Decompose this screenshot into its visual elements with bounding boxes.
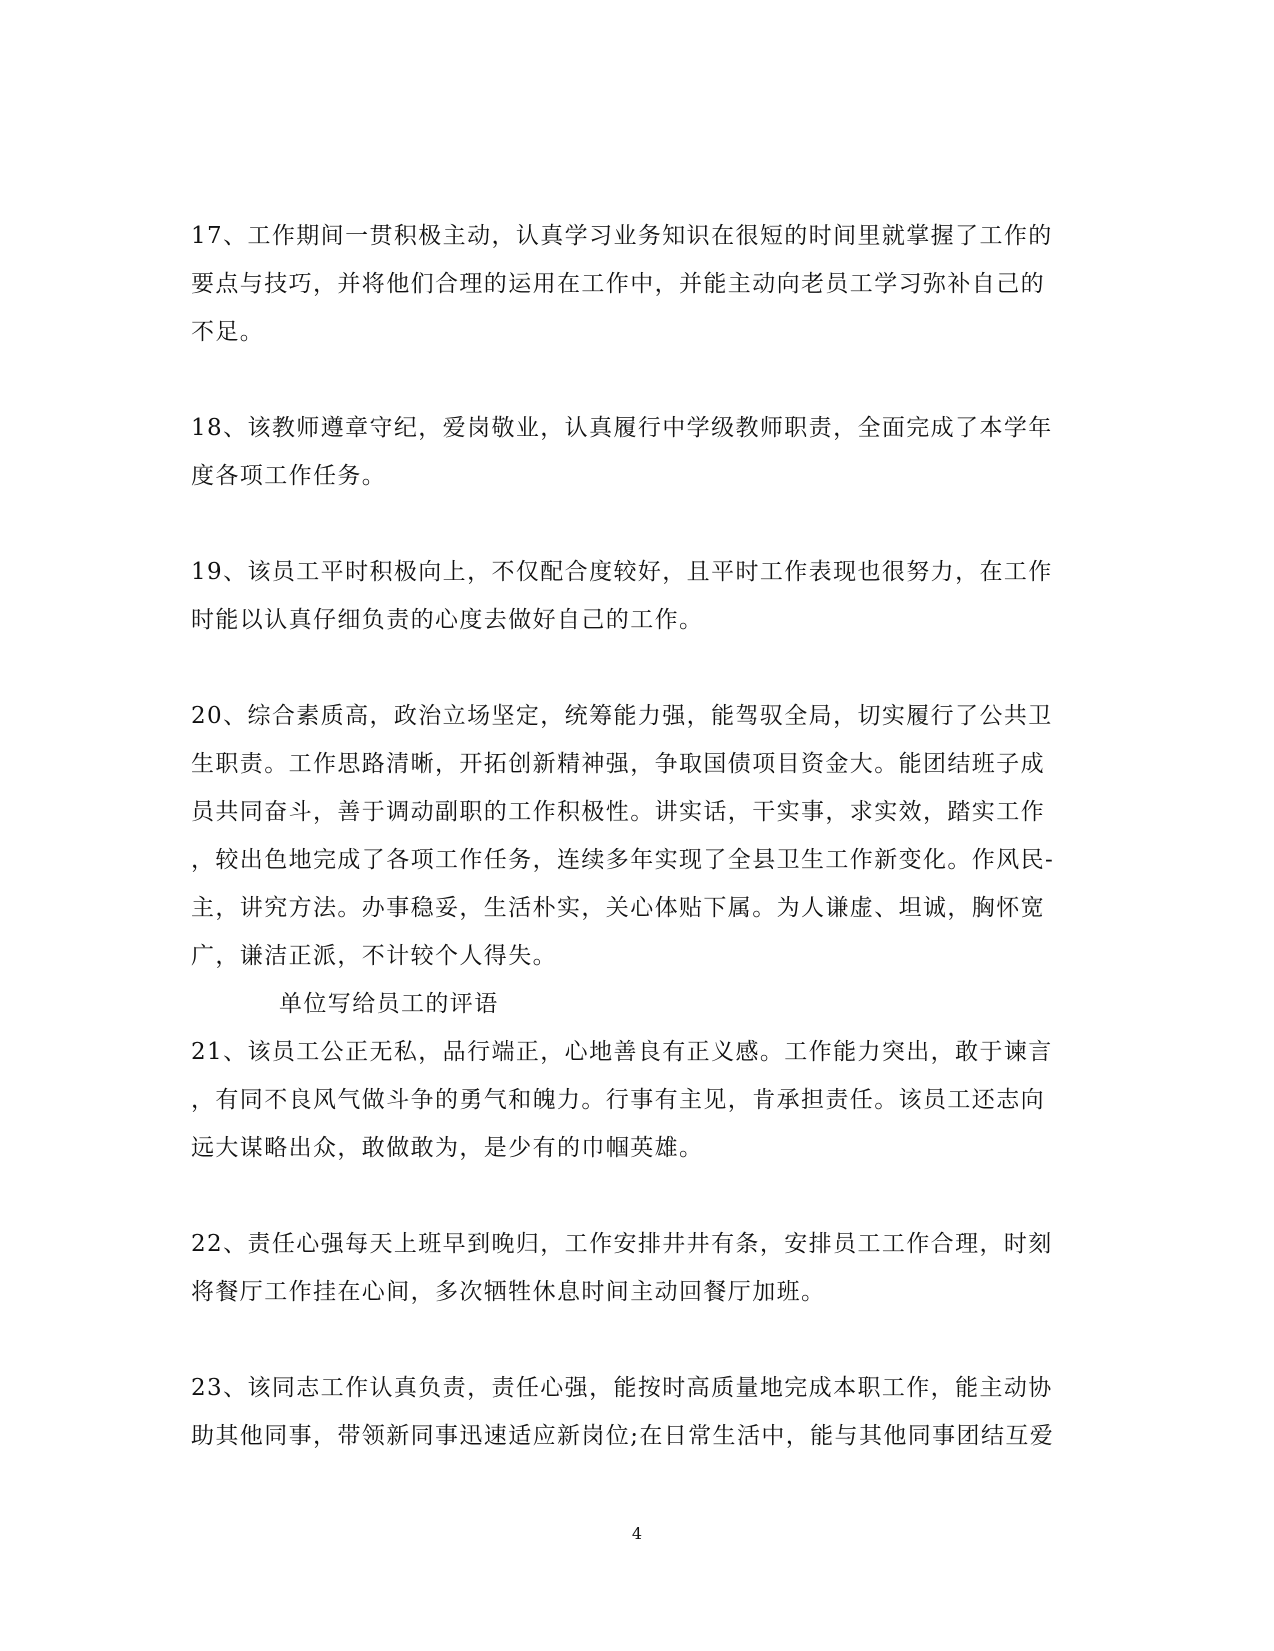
paragraph-line: 要点与技巧，并将他们合理的运用在工作中，并能主动向老员工学习弥补自己的 <box>191 271 1045 297</box>
paragraph-22 <box>191 1220 1091 1316</box>
paragraph-line: 将餐厅工作挂在心间，多次牺牲休息时间主动回餐厅加班。 <box>191 1279 826 1305</box>
paragraph-gap <box>191 356 1091 404</box>
paragraph-line: 21、该员工公正无私，品行端正，心地善良有正义感。工作能力突出，敢于谏言 <box>191 1039 1053 1065</box>
paragraph-gap <box>191 644 1091 692</box>
paragraph-line: 度各项工作任务。 <box>191 463 387 489</box>
paragraph-gap <box>191 1316 1091 1364</box>
paragraph-line: 主，讲究方法。办事稳妥，生活朴实，关心体贴下属。为人谦虚、坦诚，胸怀宽 <box>191 895 1045 921</box>
paragraph-line: ，有同不良风气做斗争的勇气和魄力。行事有主见，肯承担责任。该员工还志向 <box>191 1087 1045 1113</box>
paragraph-line: 17、工作期间一贯积极主动，认真学习业务知识在很短的时间里就掌握了工作的 <box>191 223 1053 249</box>
paragraph-line: 20、综合素质高，政治立场坚定，统筹能力强，能驾驭全局，切实履行了公共卫 <box>191 703 1053 729</box>
paragraph-line: 生职责。工作思路清晰，开拓创新精神强，争取国债项目资金大。能团结班子成 <box>191 751 1045 777</box>
paragraph-gap <box>191 500 1091 548</box>
paragraph-line: 助其他同事，带领新同事迅速适应新岗位;在日常生活中，能与其他同事团结互爱 <box>191 1423 1055 1449</box>
page-number: 4 <box>631 1524 643 1543</box>
paragraph-line: 不足。 <box>191 319 265 345</box>
paragraph-21 <box>191 1028 1091 1172</box>
paragraph-line: 19、该员工平时积极向上，不仅配合度较好，且平时工作表现也很努力，在工作 <box>191 559 1053 585</box>
paragraph-line: 远大谋略出众，敢做敢为，是少有的巾帼英雄。 <box>191 1135 704 1161</box>
paragraph-17 <box>191 212 1091 356</box>
document-body <box>191 212 1091 1460</box>
paragraph-line: 22、责任心强每天上班早到晚归，工作安排井井有条，安排员工工作合理，时刻 <box>191 1231 1053 1257</box>
paragraph-line: 时能以认真仔细负责的心度去做好自己的工作。 <box>191 607 704 633</box>
paragraph-line: ，较出色地完成了各项工作任务，连续多年实现了全县卫生工作新变化。作风民- <box>191 847 1055 873</box>
paragraph-line: 23、该同志工作认真负责，责任心强，能按时高质量地完成本职工作，能主动协 <box>191 1375 1053 1401</box>
paragraph-19 <box>191 548 1091 644</box>
paragraph-20 <box>191 692 1091 980</box>
paragraph-23 <box>191 1364 1091 1460</box>
paragraph-line: 广，谦洁正派，不计较个人得失。 <box>191 943 557 969</box>
paragraph-line: 员共同奋斗，善于调动副职的工作积极性。讲实话，干实事，求实效，踏实工作 <box>191 799 1045 825</box>
section-subheading: 单位写给员工的评语 <box>279 991 499 1017</box>
paragraph-gap <box>191 1172 1091 1220</box>
paragraph-18 <box>191 404 1091 500</box>
paragraph-line: 18、该教师遵章守纪，爱岗敬业，认真履行中学级教师职责，全面完成了本学年 <box>191 415 1053 441</box>
